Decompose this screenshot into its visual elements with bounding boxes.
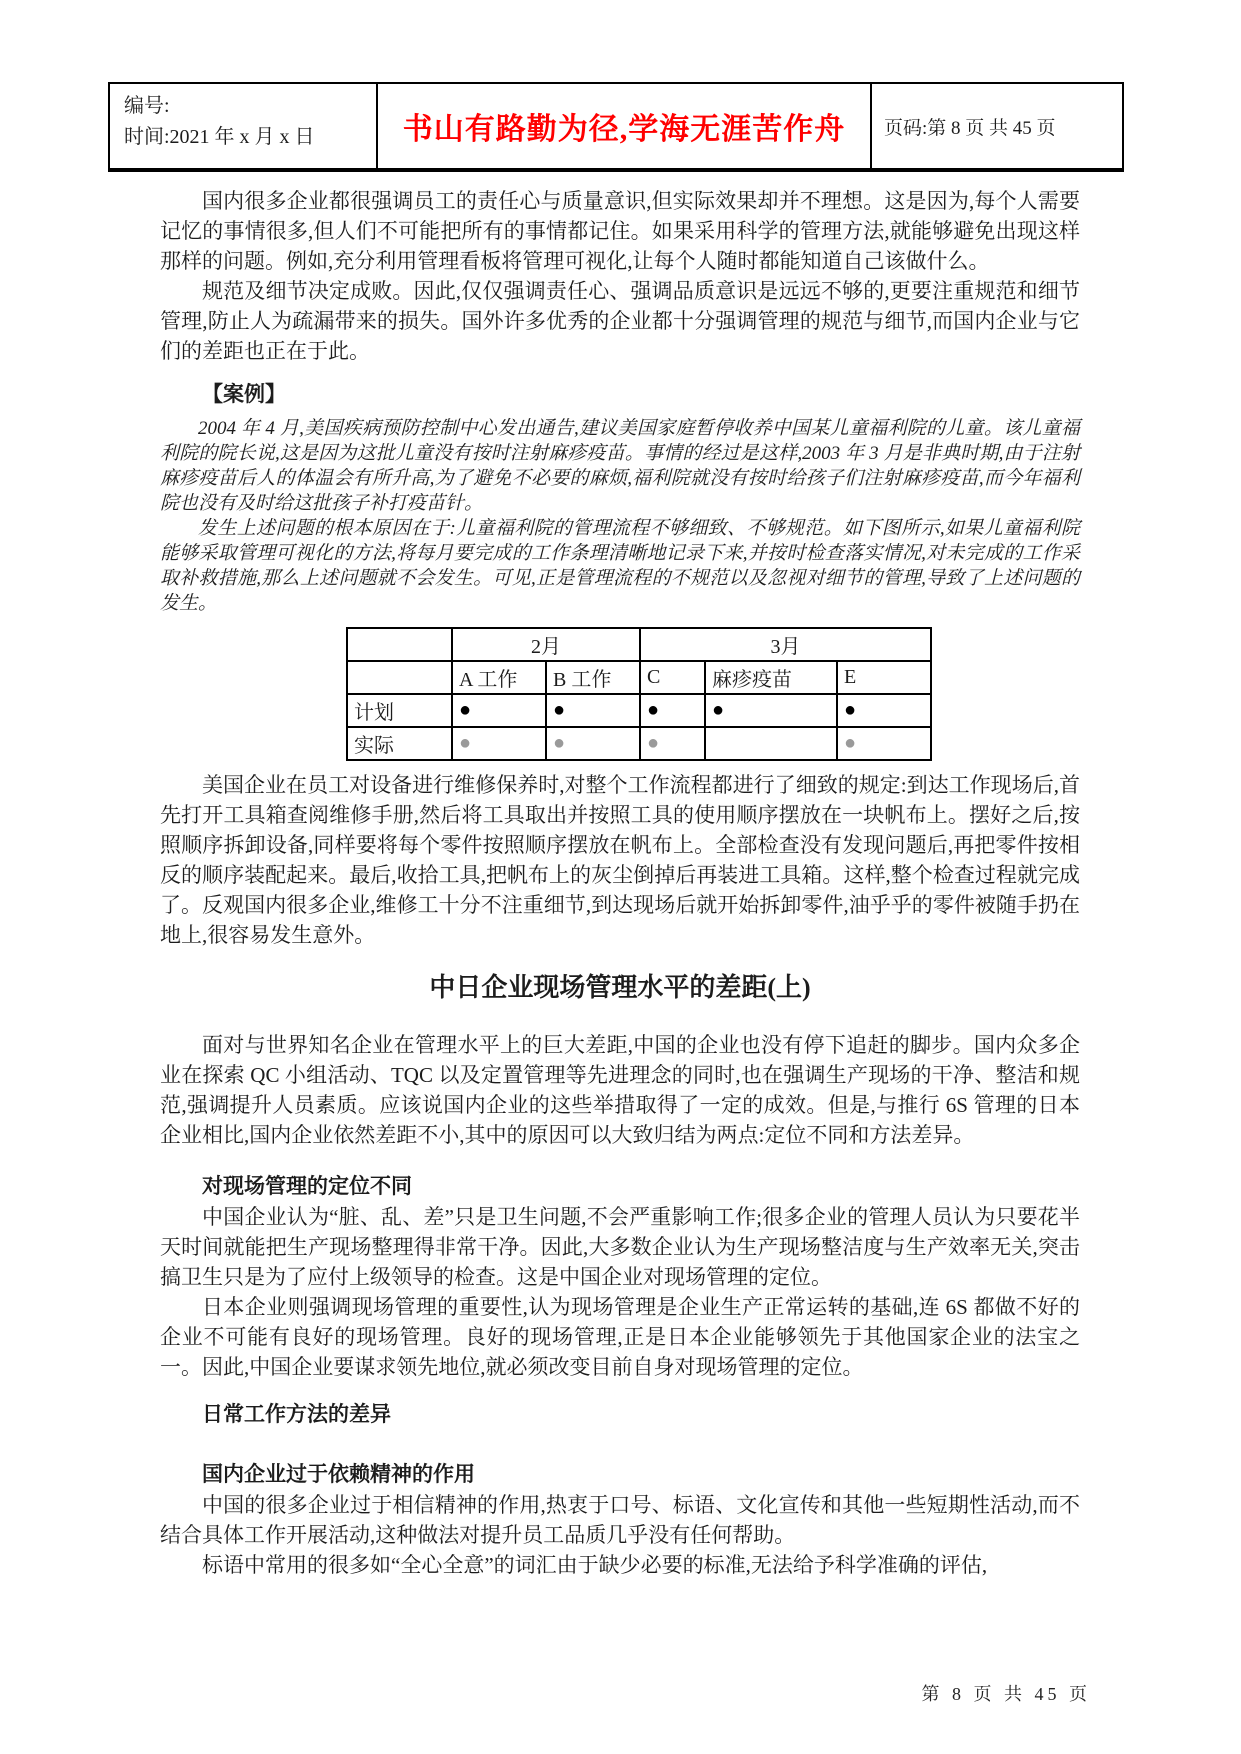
plan-row-label: 计划 — [347, 694, 452, 727]
header-page-number: 页码:第 8 页 共 45 页 — [884, 117, 1056, 139]
heading-positioning-difference: 对现场管理的定位不同 — [202, 1175, 412, 1198]
actual-dot-c: ● — [640, 727, 705, 760]
table-header-task-b: B 工作 — [546, 661, 640, 694]
paragraph-details-decide: 规范及细节决定成败。因此,仅仅强调责任心、强调品质意识是远远不够的,更要注重规范和细节管理,防止人为疏漏带来的损失。国外许多优秀的企业都十分强调管理的规范与细节,而国内企业与它们的差距也正在于此。 — [160, 279, 1080, 363]
table-header-february: 2月 — [452, 628, 640, 661]
paragraph-us-maintenance: 美国企业在员工对设备进行维修保养时,对整个工作流程都进行了细致的规定:到达工作现场后,首先打开工具箱查阅维修手册,然后将工具取出并按照工具的使用顺序摆放在一块帆布上。摆好之后,按照顺序拆卸设备,同样要将每个零件按照顺序摆放在帆布上。全部检查没有发现问题后,再把零件按相反的顺序装配起来。最后,收拾工具,把帆布上的灰尘倒掉后再装进工具箱。这样,整个检查过程就完成了。反观国内很多企业,维修工十分不注重细节,到达现场后就开始拆卸零件,油乎乎的零件被随手扔在地上,很容易发生意外。 — [160, 773, 1080, 947]
header-slogan: 书山有路勤为径,学海无涯苦作舟 — [402, 113, 846, 146]
plan-dot-a: ● — [452, 694, 546, 727]
table-header-task-c: C — [640, 661, 705, 694]
heading-daily-work-method: 日常工作方法的差异 — [202, 1403, 391, 1426]
header-right-cell — [872, 84, 1122, 168]
plan-vs-actual-table — [346, 627, 932, 761]
case-paragraph-vaccine: 2004 年 4 月,美国疾病预防控制中心发出通告,建议美国家庭暂停收养中国某儿童福利院的儿童。该儿童福利院的院长说,这是因为这批儿童没有按时注射麻疹疫苗。事情的经过是这样,2003 年 3 月是非典时期,由于注射麻疹疫苗后人的体温会有所升高,为了避免不必要的麻烦,福利院就没有按时给孩子们注射麻疹疫苗,而今年福利院也没有及时给这批孩子补打疫苗针。 — [160, 418, 1080, 514]
paragraph-japan-positioning: 日本企业则强调现场管理的重要性,认为现场管理是企业生产正常运转的基础,连 6S 都做不好的企业不可能有良好的现场管理。良好的现场管理,正是日本企业能够领先于其他国家企业的法宝之一。因此,中国企业要谋求领先地位,就必须改变目前自身对现场管理的定位。 — [160, 1295, 1080, 1379]
paragraph-slogan-evaluation: 标语中常用的很多如“全心全意”的词汇由于缺少必要的标准,无法给予科学准确的评估, — [202, 1553, 988, 1577]
case-paragraph-root-cause: 发生上述问题的根本原因在于:儿童福利院的管理流程不够细致、不够规范。如下图所示,如果儿童福利院能够采取管理可视化的方法,将每月要完成的工作条理清晰地记录下来,并按时检查落实情况,对未完成的工作采取补救措施,那么上述问题就不会发生。可见,正是管理流程的不规范以及忽视对细节的管理,导致了上述问题的发生。 — [160, 518, 1080, 614]
actual-row-label: 实际 — [347, 727, 452, 760]
plan-dot-vaccine: ● — [705, 694, 837, 727]
table-header-march: 3月 — [640, 628, 931, 661]
page-header-table — [108, 82, 1124, 172]
plan-dot-e: ● — [837, 694, 931, 727]
header-middle-cell — [378, 84, 872, 168]
table-row-actual — [347, 727, 931, 760]
case-study-heading: 【案例】 — [202, 383, 286, 406]
table-header-task-e: E — [837, 661, 931, 694]
paragraph-china-positioning: 中国企业认为“脏、乱、差”只是卫生问题,不会严重影响工作;很多企业的管理人员认为只要花半天时间就能把生产现场整理得非常干净。因此,大多数企业认为生产现场整洁度与生产效率无关,突击搞卫生只是为了应付上级领导的检查。这是中国企业对现场管理的定位。 — [160, 1205, 1080, 1289]
paragraph-spirit-reliance: 中国的很多企业过于相信精神的作用,热衷于口号、标语、文化宣传和其他一些短期性活动,而不结合具体工作开展活动,这种做法对提升员工品质几乎没有任何帮助。 — [160, 1493, 1080, 1547]
table-header-task-a: A 工作 — [452, 661, 546, 694]
actual-dot-vaccine-missing — [705, 727, 837, 760]
table-empty-cell — [347, 661, 452, 694]
document-date-label: 时间:2021 年 x 月 x 日 — [124, 126, 315, 148]
actual-dot-a: ● — [452, 727, 546, 760]
table-row-plan — [347, 694, 931, 727]
plan-dot-c: ● — [640, 694, 705, 727]
document-body — [160, 186, 1080, 1580]
paragraph-section-intro: 面对与世界知名企业在管理水平上的巨大差距,中国的企业也没有停下追赶的脚步。国内众多企业在探索 QC 小组活动、TQC 以及定置管理等先进理念的同时,也在强调生产现场的干净、整洁和规范,强调提升人员素质。应该说国内企业的这些举措取得了一定的成效。但是,与推行 6S 管理的日本企业相比,国内企业依然差距不小,其中的原因可以大致归结为两点:定位不同和方法差异。 — [160, 1033, 1080, 1147]
footer-page-number: 第 8 页 共 45 页 — [921, 1684, 1091, 1704]
actual-dot-b: ● — [546, 727, 640, 760]
section-title-china-japan-gap: 中日企业现场管理水平的差距(上) — [429, 973, 811, 1002]
table-corner-cell — [347, 628, 452, 661]
table-header-measles-vaccine: 麻疹疫苗 — [705, 661, 837, 694]
table-month-row — [347, 628, 931, 661]
paragraph-responsibility: 国内很多企业都很强调员工的责任心与质量意识,但实际效果却并不理想。这是因为,每个人需要记忆的事情很多,但人们不可能把所有的事情都记住。如果采用科学的管理方法,就能够避免出现这样那样的问题。例如,充分利用管理看板将管理可视化,让每个人随时都能知道自己该做什么。 — [160, 189, 1080, 273]
heading-reliance-on-spirit: 国内企业过于依赖精神的作用 — [202, 1463, 475, 1486]
header-left-cell — [110, 84, 378, 168]
table-task-row — [347, 661, 931, 694]
plan-dot-b: ● — [546, 694, 640, 727]
actual-dot-e: ● — [837, 727, 931, 760]
document-number-label: 编号: — [124, 95, 170, 117]
